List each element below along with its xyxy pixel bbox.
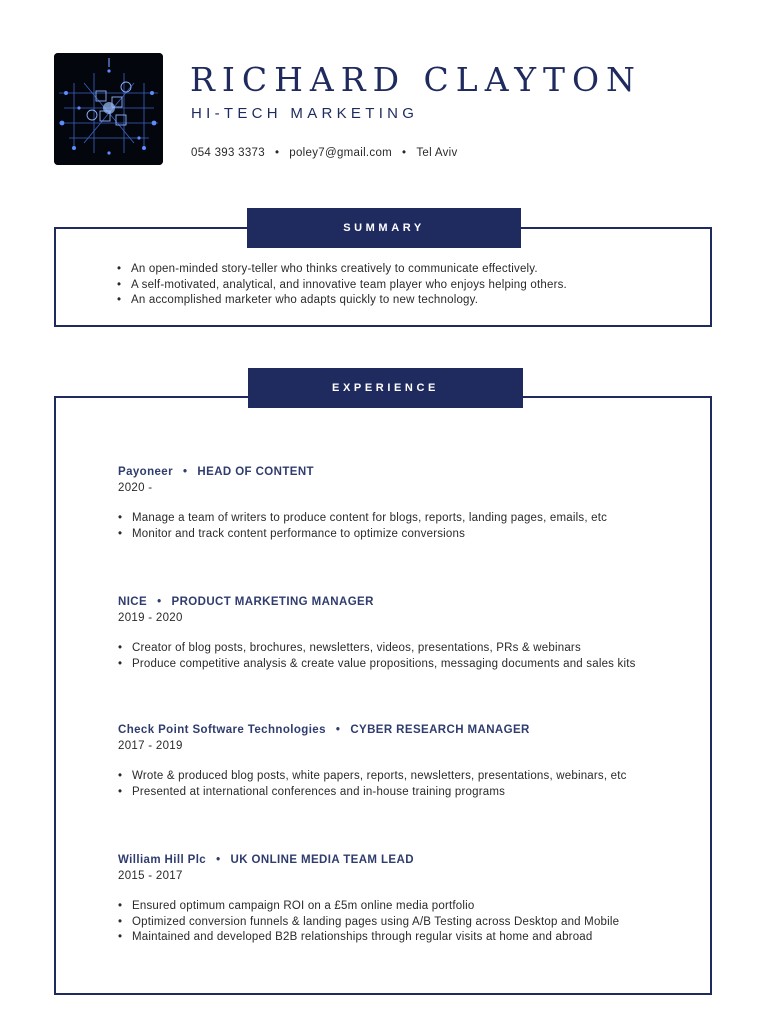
title-separator: •: [182, 466, 188, 478]
company-name: Payoneer: [118, 466, 173, 478]
job-role: HEAD OF CONTENT: [197, 466, 314, 478]
job-dates: 2017 - 2019: [118, 740, 183, 752]
contact-separator: •: [274, 147, 280, 159]
job-title-line: [118, 852, 619, 868]
job-bullet: • Manage a team of writers to produce content for blogs, reports, landing pages, emails, etc: [118, 511, 607, 527]
job-role: UK ONLINE MEDIA TEAM LEAD: [230, 854, 414, 866]
job-bullets: [118, 899, 619, 946]
job-bullet: • Presented at international conferences and in-house training programs: [118, 785, 627, 801]
summary-item: • An open-minded story-teller who thinks creatively to communicate effectively.: [117, 262, 567, 278]
experience-heading: EXPERIENCE: [248, 368, 523, 408]
contact-separator: •: [402, 147, 407, 159]
title-separator: •: [157, 596, 162, 608]
job-bullets: [118, 769, 627, 800]
phone-number: 054 393 3373: [191, 147, 265, 159]
job-role: PRODUCT MARKETING MANAGER: [171, 596, 374, 608]
job-bullet: • Creator of blog posts, brochures, newsletters, videos, presentations, PRs & webinars: [118, 641, 636, 657]
company-name: NICE: [118, 596, 148, 608]
tech-network-image: [54, 53, 163, 165]
location: Tel Aviv: [416, 147, 458, 159]
job-title-line: [118, 464, 607, 480]
job-title-line: [118, 722, 627, 738]
job-bullets: [118, 641, 636, 672]
job-william-hill: [118, 852, 619, 946]
company-name: William Hill Plc: [118, 854, 207, 866]
summary-item: • An accomplished marketer who adapts quickly to new technology.: [117, 293, 567, 309]
summary-list: [117, 262, 567, 309]
job-bullet: • Maintained and developed B2B relationships through regular visits at home and abroad: [118, 930, 619, 946]
job-bullet: • Monitor and track content performance to optimize conversions: [118, 527, 607, 543]
job-nice: [118, 594, 636, 672]
company-name: Check Point Software Technologies: [118, 724, 326, 736]
job-payoneer: [118, 464, 607, 542]
job-dates: 2020 -: [118, 482, 153, 494]
job-bullets: [118, 511, 607, 542]
job-bullet: • Optimized conversion funnels & landing pages using A/B Testing across Desktop and Mobile: [118, 915, 619, 931]
summary-heading: SUMMARY: [247, 208, 521, 248]
job-title-line: [118, 594, 636, 610]
contact-line: [191, 147, 458, 159]
title-separator: •: [335, 724, 341, 736]
job-role: CYBER RESEARCH MANAGER: [350, 724, 530, 736]
candidate-title: HI-TECH MARKETING: [191, 105, 419, 122]
job-bullet: • Produce competitive analysis & create value propositions, messaging documents and sales kits: [118, 657, 636, 673]
candidate-name: RICHARD CLAYTON: [190, 60, 642, 99]
email-address: poley7@gmail.com: [289, 147, 393, 159]
title-separator: •: [216, 854, 221, 866]
profile-photo: [54, 53, 163, 165]
job-bullet: • Ensured optimum campaign ROI on a £5m online media portfolio: [118, 899, 619, 915]
job-bullet: • Wrote & produced blog posts, white papers, reports, newsletters, presentations, webinars, etc: [118, 769, 627, 785]
summary-item: • A self-motivated, analytical, and innovative team player who enjoys helping others.: [117, 278, 567, 294]
job-check-point: [118, 722, 627, 800]
job-dates: 2019 - 2020: [118, 612, 183, 624]
job-dates: 2015 - 2017: [118, 870, 183, 882]
